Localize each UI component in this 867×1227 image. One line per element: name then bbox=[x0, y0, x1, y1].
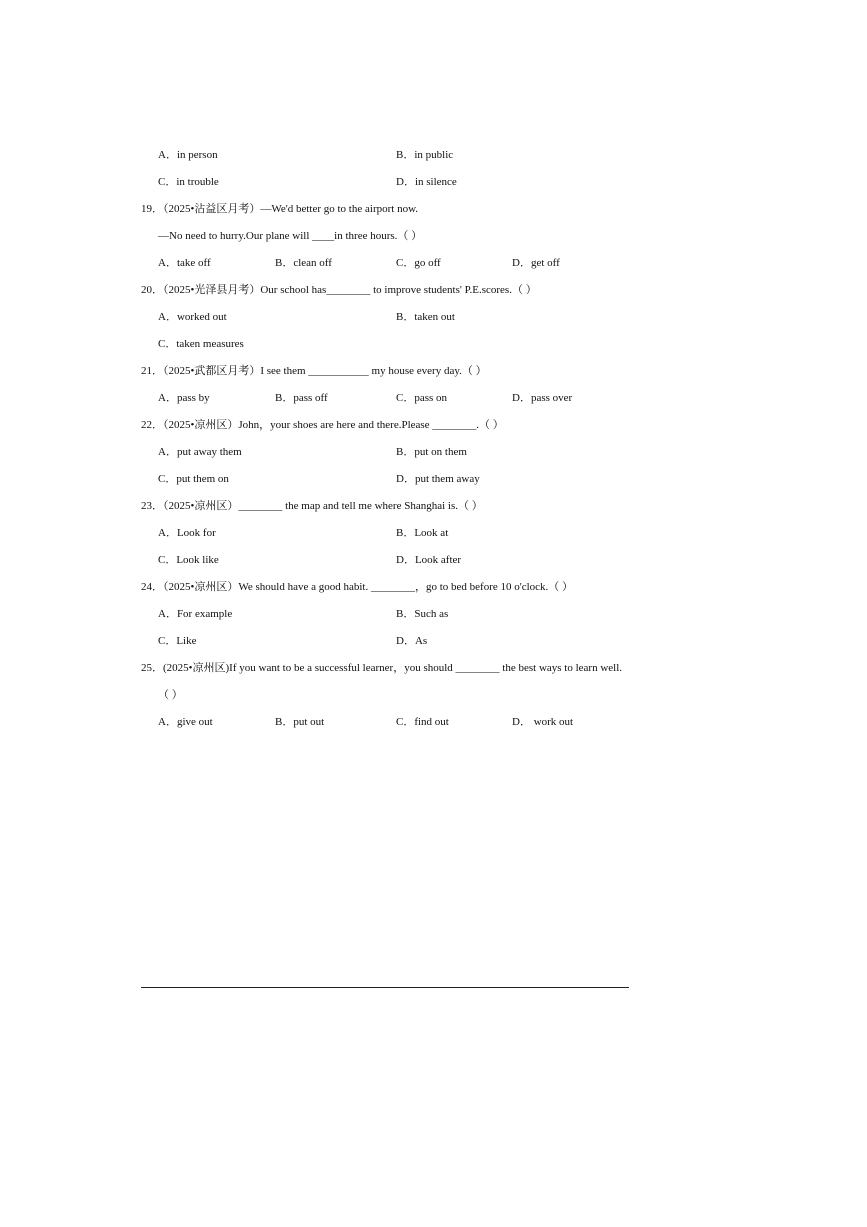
option-d: D．pass over bbox=[512, 392, 573, 404]
option-d: D．As bbox=[396, 635, 428, 647]
question-21-stem: 21．（2025•武都区月考）I see them ___________ my house every day.（ ） bbox=[141, 365, 487, 377]
option-d: D．in silence bbox=[396, 176, 457, 188]
option-a: A．Look for bbox=[158, 527, 216, 539]
option-d: D．Look after bbox=[396, 554, 462, 566]
option-a: A．pass by bbox=[158, 392, 210, 404]
option-a: A．in person bbox=[158, 149, 218, 161]
option-b: B．Such as bbox=[396, 608, 449, 620]
option-a: A．For example bbox=[158, 608, 233, 620]
option-d: D． work out bbox=[512, 716, 574, 728]
option-b: B．pass off bbox=[275, 392, 328, 404]
option-b: B．taken out bbox=[396, 311, 455, 323]
option-b: B．Look at bbox=[396, 527, 449, 539]
option-b: B．clean off bbox=[275, 257, 332, 269]
option-c: C．taken measures bbox=[158, 338, 244, 350]
option-d: D．get off bbox=[512, 257, 560, 269]
question-25-stem-line2: （ ） bbox=[158, 689, 183, 701]
footer-divider bbox=[141, 987, 629, 988]
question-19-stem: 19．（2025•沾益区月考）—We'd better go to the airport now. bbox=[141, 203, 419, 215]
question-23-stem: 23．（2025•凉州区）________ the map and tell me where Shanghai is.（ ） bbox=[141, 500, 483, 512]
option-a: A．put away them bbox=[158, 446, 242, 458]
option-a: A．worked out bbox=[158, 311, 227, 323]
option-b: B．put on them bbox=[396, 446, 467, 458]
option-c: C．pass on bbox=[396, 392, 448, 404]
option-c: C．go off bbox=[396, 257, 441, 269]
option-a: A．give out bbox=[158, 716, 213, 728]
option-c: C．in trouble bbox=[158, 176, 219, 188]
option-c: C．find out bbox=[396, 716, 449, 728]
question-22-stem: 22．（2025•凉州区）John，your shoes are here and there.Please ________.（ ） bbox=[141, 419, 504, 431]
option-c: C．Like bbox=[158, 635, 197, 647]
question-25-stem: 25．(2025•凉州区)If you want to be a successful learner，you should ________ the best ways to learn well. bbox=[141, 662, 623, 674]
question-24-stem: 24．（2025•凉州区）We should have a good habit. ________，go to bed before 10 o'clock.（ ） bbox=[141, 581, 574, 593]
option-d: D．put them away bbox=[396, 473, 480, 485]
option-b: B．in public bbox=[396, 149, 454, 161]
question-19-stem-line2: —No need to hurry.Our plane will ____in three hours.（ ） bbox=[158, 230, 423, 242]
question-20-stem: 20．（2025•光泽县月考）Our school has________ to improve students' P.E.scores.（ ） bbox=[141, 284, 537, 296]
option-b: B．put out bbox=[275, 716, 325, 728]
option-c: C．Look like bbox=[158, 554, 219, 566]
option-c: C．put them on bbox=[158, 473, 229, 485]
option-a: A．take off bbox=[158, 257, 211, 269]
